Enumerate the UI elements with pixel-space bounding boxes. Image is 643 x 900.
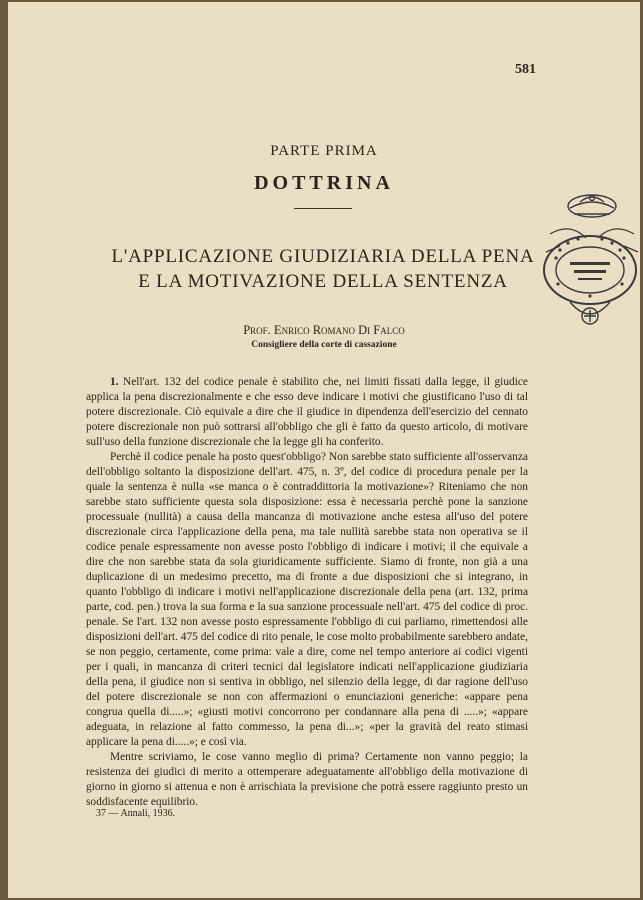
article-body: [86, 375, 528, 810]
page-number: 581: [515, 62, 536, 77]
article-title-line1: L'APPLICAZIONE GIUDIZIARIA DELLA PENA: [111, 246, 535, 267]
section-heading: DOTTRINA: [254, 172, 394, 194]
library-stamp-icon: [530, 192, 642, 334]
paragraph-1-number: 1.: [110, 376, 119, 388]
article-title-line2: E LA MOTIVAZIONE DELLA SENTENZA: [138, 271, 508, 292]
part-heading: PARTE PRIMA: [270, 143, 378, 159]
document-page: [8, 2, 640, 898]
page-footer: 37 — Annali, 1936.: [96, 808, 176, 819]
paragraph-2: Perchè il codice penale ha posto quest'obbligo? Non sarebbe stato sufficiente all'osservanza dell'obbligo soltanto la disposizione dell'art. 475, n. 3º, del codice di procedura penale per la quale la sentenza è nulla «se manca o è contraddittoria la motivazione»? Riteniamo che non sarebbe stato sufficiente questa sola disposizione: essa è necessaria perchè pone la sanzione processuale (nullità) a causa della mancanza di motivazione anche estesa all'uso del potere discrezionale circa l'applicazione della pena, ma tale nullità sarebbe stata non operativa se il codice penale espressamente non avesse posto l'obbligo di indicare i motivi; il che equivale a dire che non sarebbe stata da sola giuridicamente sufficiente. Siamo di fronte, non già a una duplicazione di un medesimo precetto, ma di fronte a due disposizioni che si integrano, in quanto l'obbligo di indicare i motivi nell'applicazione discrezionale della pena (art. 132, prima parte, cod. pen.) trova la sua forma e la sua sanzione processuale nell'art. 475 del codice di proc. penale. Se l'art. 132 non avesse posto espressamente l'obbligo di cui parliamo, rimettendosi alle disposizioni dell'art. 475 del codice di rito penale, le cose molto probabilmente sarebbero andate, se non peggio, certamente, come prima: vale a dire, come nel tempo anteriore ai codici vigenti per i quali, in mancanza di criteri tecnici dal legislatore indicati nell'applicazione giudiziaria della pena, il giudice non si sentiva in obbligo, nel silenzio della legge, di dar ragione dell'uso del potere discrezionale se non con affermazioni o enunciazioni generiche: «appare pena congrua quella di.....»; «giusti motivi concorrono per condannare alla pena di .....»; «appare adeguata, in relazione al fatto commesso, la pena di...»; «per la gravità del reato stimasi applicare la pena di.....»; e così via.: [86, 451, 528, 748]
article-title: [88, 244, 558, 294]
paragraph-1: [86, 375, 528, 450]
paragraph-3: Mentre scriviamo, le cose vanno meglio di prima? Certamente non vanno peggio; la resistenza dei giudici di merito a ottemperare adeguatamente all'obbligo della motivazione di giorno in giorno si attenua e non è arrischiata la previsione che potrà essere raggiunto presto un soddisfacente equilibrio.: [86, 751, 528, 808]
author-name: Prof. Enrico Romano Di Falco: [243, 323, 405, 337]
heading-divider: [294, 208, 352, 209]
paragraph-1-text: Nell'art. 132 del codice penale è stabilito che, nei limiti fissati dalla legge, il giudice applica la pena discrezionalmente e che esso deve indicare i motivi che giustificano l'uso di tal potere discrezionale. Ciò equivale a dire che il giudice in dipendenza dell'esercizio del cennato potere discrezionale non può sottrarsi all'obbligo che gli è fatto da questo articolo, di motivare sull'uso della funzione discrezionale che la legge gli ha conferito.: [86, 376, 528, 448]
author-role: Consigliere della corte di cassazione: [251, 340, 397, 350]
